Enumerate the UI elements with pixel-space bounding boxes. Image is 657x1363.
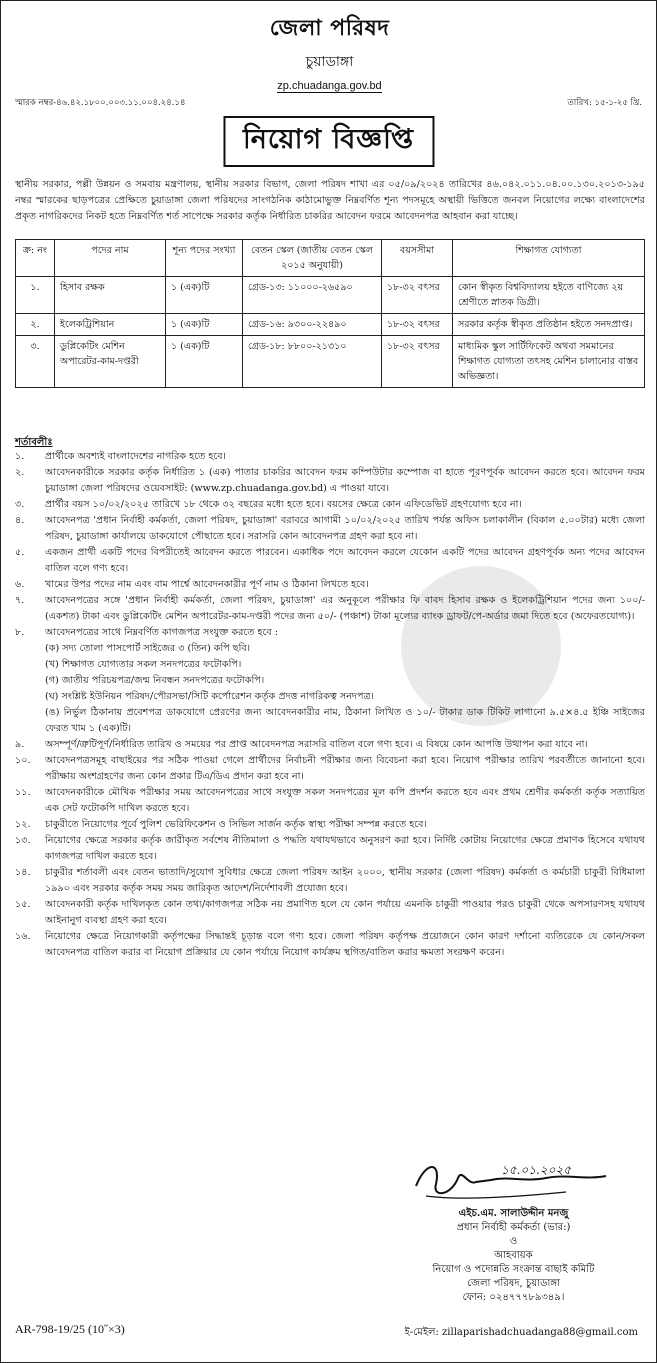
condition-text: নিয়োগের ক্ষেত্রে সরকার কর্তৃক জারীকৃত সর্বশেষ নীতিমালা ও পদ্ধতি যথাযথভাবে অনুসরণ করা হবে। নির্দিষ্ট কোটায় নিয়োগের ক্ষেত্রে প্রমাণক হিসেবে যথাযথ কাগজপত্র দাখিল করতে হবে।	[45, 835, 645, 862]
condition-text: আবেদনপত্রসমূহ বাছাইয়ের পর সঠিক পাওয়া গেলে প্রার্থীদের নির্বাচনী পরীক্ষার জন্য বিবেচনা করা হবে। নিয়োগ পরীক্ষার তারিখ পরবর্তীতে জানানো হবে। পরীক্ষায় অংশগ্রহণের জন্য কোন প্রকার টিএ/ডিএ প্রদান করা হবে না।	[45, 755, 645, 782]
condition-item	[15, 641, 645, 657]
condition-item	[15, 817, 645, 833]
condition-text: প্রার্থীর বয়স ১০/০২/২০২৫ তারিখে ১৮ থেকে ৩২ বছরের মধ্যে হতে হবে। বয়সের ক্ষেত্রে কোন এফিডেভিট গ্রহণযোগ্য হবে না।	[45, 499, 522, 510]
condition-item	[15, 865, 645, 897]
condition-number: ১৪.	[15, 867, 31, 878]
cell-vacancy: ১ (এক)টি	[166, 277, 243, 314]
condition-number: ৩.	[15, 499, 25, 510]
header-sl: ক্র: নং	[16, 240, 55, 277]
condition-number: ১২.	[15, 819, 31, 830]
condition-item	[15, 929, 645, 961]
condition-number: ১৫.	[15, 899, 31, 910]
condition-text: (ঙ) নির্ভুল ঠিকানায় প্রবেশপত্র ডাকযোগে প্রেরণের জন্য আবেদনকারীর নাম, ঠিকানা লিখিত ও ১০/- টাকার ডাক টিকিট লাগানো ৯.৫×৪.৫ ইঞ্চি সাইজের ফেরত খাম ১ (এক)টি।	[45, 707, 645, 734]
condition-number: ১.	[15, 451, 25, 462]
signatory-designation: প্রধান নির্বাহী কর্মকর্তা (ভার:)	[456, 1222, 571, 1233]
cell-vacancy: ১ (এক)টি	[166, 336, 243, 388]
condition-item	[15, 897, 645, 929]
intro-paragraph: স্থানীয় সরকার, পল্লী উন্নয়ন ও সমবায় মন্ত্রণালয়, স্থানীয় সরকার বিভাগ, জেলা পরিষদ শাখা এর ০৫/০৯/২০২৪ তারিখের ৪৬.০৪২.০১১.০৪.০০.১৩০.২০১৩-১৯৫ নম্বর স্মারকের ছাড়পত্রের প্রেক্ষিতে চুয়াডাঙ্গা জেলা পরিষদের সাংগঠনিক কাঠামোভুক্ত নিম্নবর্ণিত শূন্য পদসমূহে অস্থায়ী ভিত্তিতে জনবল নিয়োগের লক্ষ্যে বাংলাদেশের প্রকৃত নাগরিকদের নিকট হতে নিম্নবর্ণিত শর্ত সাপেক্ষে সরকার কর্তৃক নির্ধারিত চাকরির আবেদন ফরমে আবেদনপত্র আহবান করা যাচ্ছে।	[15, 179, 645, 222]
signatory-role: আহবায়ক	[494, 1250, 533, 1261]
cell-pay-scale: গ্রেড-১৩: ১১০০০-২৬৫৯০	[243, 277, 382, 314]
advertisement-code: AR-798-19/25 (10˝×3)	[15, 1322, 125, 1336]
condition-number: ৪.	[15, 515, 25, 526]
header-qualification: শিক্ষাগত যোগ্যতা	[453, 240, 645, 277]
header-age: বয়সসীমা	[382, 240, 453, 277]
memo-number: স্মারক নম্বর-৪৬.৪২.১৮০০.০০৩.১১.০০৪.২৪.১৪	[15, 98, 186, 108]
condition-text: চাকুরীর শর্তাবলী এবং বেতন ভাতাদি/সুযোগ সুবিধার ক্ষেত্রে জেলা পরিষদ আইন ২০০০, স্থানীয় সরকার (জেলা পরিষদ) কর্মকর্তা ও কর্মচারী চাকুরী বিধিমালা ১৯৯০ এবং সরকার কর্তৃক সময় সময় জারিকৃত আদেশ/নির্দেশাবলী প্রযোজ্য হবে।	[45, 867, 645, 894]
condition-number	[15, 641, 45, 657]
condition-text: আবেদনকারীকে সরকার কর্তৃক নির্ধারিত ১ (এক) পাতার চাকরির আবেদন ফরম কম্পিউটার কম্পোজ বা হাতে পূরণপূর্বক আবেদন করতে হবে। আবেদন ফরম চুয়াডাঙ্গা জেলা পরিষদের ওয়েবসাইট: (www.zp.chuadanga.gov.bd) এ পাওয়া যাবে।	[45, 467, 645, 494]
signature-block	[381, 1161, 646, 1305]
cell-post: ইলেকট্রিশিয়ান	[55, 314, 166, 336]
conditions-heading: শর্তাবলীঃ	[15, 437, 53, 448]
condition-item	[15, 449, 645, 465]
website-link[interactable]: zp.chuadanga.gov.bd	[277, 80, 382, 92]
condition-text: একজন প্রার্থী একটি পদের বিপরীতেই আবেদন করতে পারবেন। একাধিক পদে আবেদন করলে যেকোন একটি পদের আবেদন গ্রহণপূর্বক অন্য পদের আবেদন বাতিল বলে গণ্য হবে।	[45, 547, 645, 574]
cell-pay-scale: গ্রেড-১৮: ৮৮০০-২১৩১০	[243, 336, 382, 388]
condition-item	[15, 465, 645, 497]
cell-post: হিসাব রক্ষক	[55, 277, 166, 314]
condition-number: ৭.	[15, 595, 25, 606]
condition-number: ১৬.	[15, 931, 31, 942]
header-pay-scale: বেতন স্কেল (জাতীয় বেতন স্কেল ২০১৫ অনুযায়ী)	[243, 240, 382, 277]
condition-text: চাকুরীতে নিয়োগের পূর্বে পুলিশ ভেরিফিকেশন ও সিভিল সার্জন কর্তৃক স্বাস্থ্য পরীক্ষা সম্পন্ন করতে হবে।	[45, 819, 427, 830]
cell-sl: ১.	[16, 277, 55, 314]
condition-item	[15, 785, 645, 817]
cell-age: ১৮-৩২ বৎসর	[382, 314, 453, 336]
cell-vacancy: ১ (এক)টি	[166, 314, 243, 336]
header-post: পদের নাম	[55, 240, 166, 277]
condition-text: (ঘ) সংশ্লিষ্ট ইউনিয়ন পরিষদ/পৌরসভা/সিটি কর্পোরেশন কর্তৃক প্রদত্ত নাগরিকত্ব সনদপত্র।	[45, 691, 374, 702]
condition-number	[15, 705, 45, 737]
notice-title: নিয়োগ বিজ্ঞপ্তি	[223, 116, 434, 167]
condition-number	[15, 673, 45, 689]
condition-item	[15, 625, 645, 641]
condition-item	[15, 545, 645, 577]
cell-age: ১৮-৩২ বৎসর	[382, 277, 453, 314]
district-name: চুয়াডাঙ্গা	[305, 54, 354, 70]
condition-number: ৯.	[15, 739, 25, 750]
condition-text: নিয়োগের ক্ষেত্রে নিয়োগকারী কর্তৃপক্ষের সিদ্ধান্তই চূড়ান্ত বলে গণ্য হবে। জেলা পরিষদ কর্তৃপক্ষ প্রয়োজনে কোন কারণ দর্শানো ব্যতিরেকে যে কোন/সকল আবেদনপত্র বাতিল করার বা নিয়োগ প্রক্রিয়ার যে কোন পর্যায়ে নিয়োগ কার্যক্রম স্থগিত/বাতিল করার ক্ষমতা সংরক্ষণ করেন।	[45, 931, 645, 958]
memo-date: তারিখ: ১৫-১-২৫ খ্রি.	[567, 98, 642, 108]
table-header-row	[16, 240, 645, 277]
contact-email[interactable]: ই-মেইল: zillaparishadchuadanga88@gmail.com	[404, 1327, 638, 1338]
organization-name: জেলা পরিষদ	[269, 15, 390, 41]
cell-qualification: সরকার কর্তৃক স্বীকৃত প্রতিষ্ঠান হইতে সনদপ্রাপ্ত।	[453, 314, 645, 336]
table-row	[16, 277, 645, 314]
cell-qualification: মাধ্যমিক স্কুল সার্টিফিকেট অথবা সমমানের শিক্ষাগত যোগ্যতা তৎসহ মেশিন চালানোর বাস্তব অভিজ্ঞতা।	[453, 336, 645, 388]
condition-item	[15, 593, 645, 625]
condition-item	[15, 513, 645, 545]
memo-row	[15, 96, 642, 110]
condition-number: ১৩.	[15, 835, 31, 846]
signatory-and: ও	[509, 1236, 518, 1247]
condition-number: ৮.	[15, 627, 25, 638]
condition-text: আবেদনপত্রের সাথে নিম্নবর্ণিত কাগজপত্র সংযুক্ত করতে হবে :	[45, 627, 278, 638]
condition-number: ৬.	[15, 579, 25, 590]
condition-text: আবেদনপত্র 'প্রধান নির্বাহী কর্মকর্তা, জেলা পরিষদ, চুয়াডাঙ্গা' বরাবরে আগামী ১০/০২/২০২৫ তারিখ পর্যন্ত অফিস চলাকালীন (বিকাল ৫.০০টার) মধ্যে জেলা পরিষদ, চুয়াডাঙ্গা কার্যালয়ে ডাকযোগে পৌছাতে হবে। সরাসরি কোন আবেদনপত্র গ্রহণ করা হবে না।	[45, 515, 645, 542]
condition-number: ১০.	[15, 755, 31, 766]
header-vacancy: শূন্য পদের সংখ্যা	[166, 240, 243, 277]
letterhead	[1, 11, 657, 93]
condition-item	[15, 497, 645, 513]
signatory-name: এইচ.এম. সালাউদ্দীন মনজু	[458, 1208, 569, 1219]
condition-text: আবেদনকারীকে মৌখিক পরীক্ষার সময় আবেদনপত্রের সাথে সংযুক্ত সকল সনদপত্রের মূল কপি প্রদর্শন করতে হবে এবং প্রথম শ্রেণীর কর্মকর্তা কর্তৃক সত্যায়িত এক সেট ফটোকপি দাখিল করতে হবে।	[45, 787, 645, 814]
condition-text: অসম্পূর্ণ/ত্রুটিপূর্ণ/নির্ধারিত তারিখ ও সময়ের পর প্রাপ্ত আবেদনপত্র সরাসরি বাতিল বলে গণ্য হবে। এ বিষয়ে কোন আপত্তি উত্থাপন করা যাবে না।	[45, 739, 588, 750]
condition-text: (খ) শিক্ষাগত যোগ্যতার সকল সনদপত্রের ফটোকপি।	[45, 659, 242, 670]
condition-item	[15, 577, 645, 593]
condition-number: ২.	[15, 467, 25, 478]
condition-item	[15, 753, 645, 785]
condition-text: আবেদনকারী কর্তৃক দাখিলকৃত কোন তথ্য/কাগজপত্র সঠিক নয় প্রমাণিত হলে যে কোন পর্যায়ে এমনকি চাকুরী পাওয়ার পরও চাকুরী থেকে অপসারণসহ যথাযথ আইনানুগ ব্যবস্থা গ্রহণ করা হবে।	[45, 899, 645, 926]
condition-item	[15, 737, 645, 753]
vacancy-table	[15, 239, 645, 388]
condition-number	[15, 657, 45, 673]
condition-item	[15, 657, 645, 673]
condition-number: ১১.	[15, 787, 31, 798]
cell-qualification: কোন স্বীকৃত বিশ্ববিদ্যালয় হইতে বাণিজ্যে ২য় শ্রেণীতে স্নাতক ডিগ্রী।	[453, 277, 645, 314]
condition-text: (ক) সদ্য তোলা পাসপোর্ট সাইজের ৩ (তিন) কপি ছবি।	[45, 643, 251, 654]
condition-item	[15, 673, 645, 689]
condition-text: আবেদনপত্রের সঙ্গে 'প্রধান নির্বাহী কর্মকর্তা, জেলা পরিষদ, চুয়াডাঙ্গা' এর অনুকূলে পরীক্ষার ফি বাবদ হিসাব রক্ষক ও ইলেকট্রিশিয়ান পদের জন্য ১০০/- (একশত) টাকা এবং ডুপ্লিকেটিং মেশিন অপারেটর-কাম-দপ্তরী পদের জন্য ৫০/- (পঞ্চাশ) টাকা মূল্যের ব্যাংক ড্রাফট/পে-অর্ডার জমা দিতে হবে (অফেরতযোগ্য)।	[45, 595, 645, 622]
condition-number	[15, 689, 45, 705]
cell-pay-scale: গ্রেড-১৬: ৯৩০০-২২৪৯০	[243, 314, 382, 336]
table-row	[16, 336, 645, 388]
conditions-list	[15, 449, 645, 961]
condition-number: ৫.	[15, 547, 25, 558]
office-name: জেলা পরিষদ, চুয়াডাঙ্গা	[467, 1278, 560, 1289]
cell-post: ডুপ্লিকেটিং মেশিন অপারেটর-কাম-দপ্তরী	[55, 336, 166, 388]
condition-text: খামের উপর পদের নাম এবং বাম পার্শ্বে আবেদনকারীর পূর্ণ নাম ও ঠিকানা লিখতে হবে।	[45, 579, 369, 590]
cell-age: ১৮-৩২ বৎসর	[382, 336, 453, 388]
committee-name: নিয়োগ ও পদোন্নতি সংক্রান্ত বাছাই কমিটি	[432, 1264, 595, 1275]
condition-item	[15, 689, 645, 705]
condition-text: (গ) জাতীয় পরিচয়পত্র/জন্ম নিবন্ধন সনদপত্রের ফটোকপি।	[45, 675, 265, 686]
office-phone: ফোন: ০২৪৭৭৭৮৯৩৪৯।	[462, 1292, 565, 1303]
cell-sl: ২.	[16, 314, 55, 336]
condition-item	[15, 705, 645, 737]
signature-date: ১৫.০১.২০২৫	[501, 1163, 571, 1177]
cell-sl: ৩.	[16, 336, 55, 388]
condition-item	[15, 833, 645, 865]
condition-text: প্রার্থীকে অবশ্যই বাংলাদেশের নাগরিক হতে হবে।	[45, 451, 226, 462]
table-row	[16, 314, 645, 336]
